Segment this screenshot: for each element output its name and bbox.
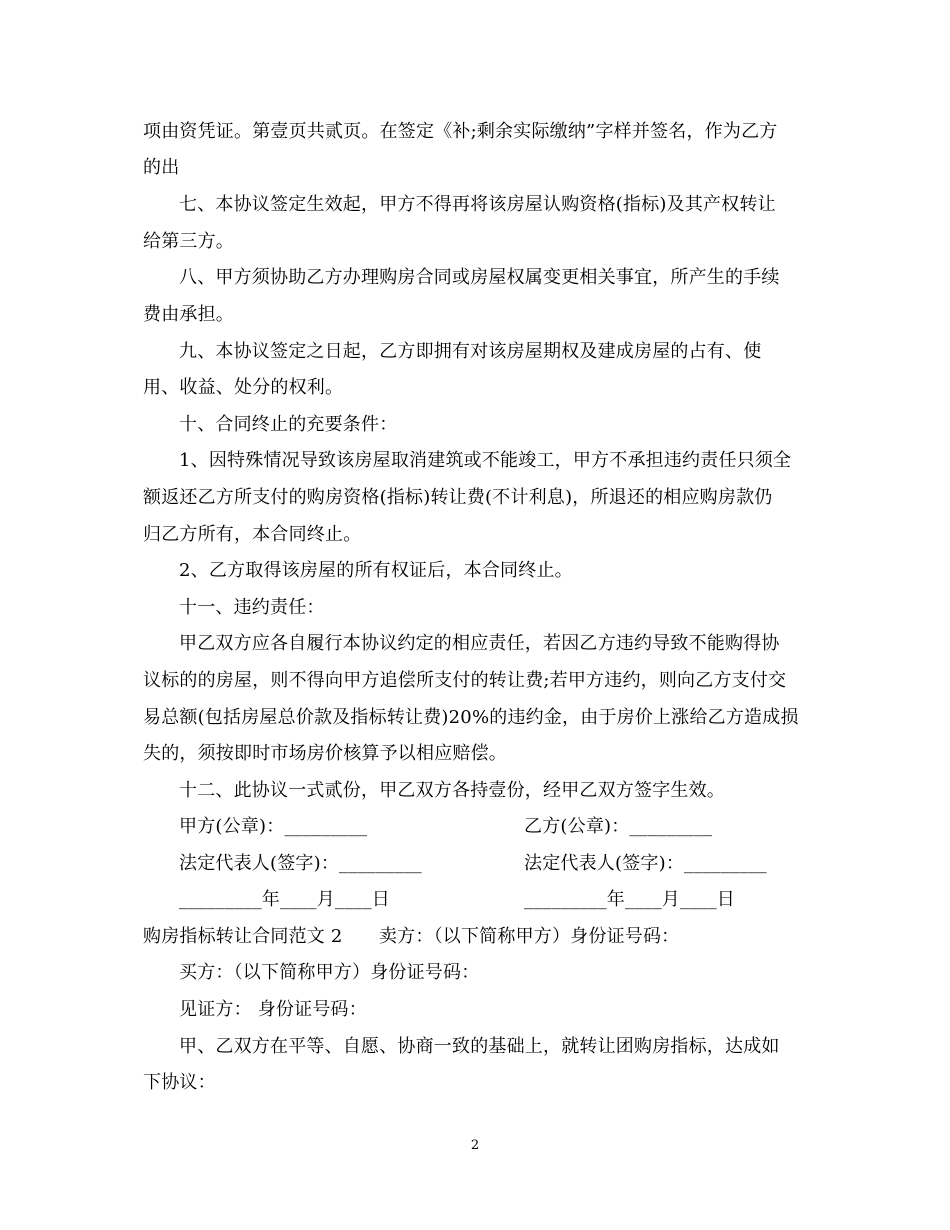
buyer-line: 买方：（以下简称甲方）身份证号码： — [179, 962, 480, 983]
clause-10-1-line: 归乙方所有，本合同终止。 — [143, 524, 362, 545]
clause-10-heading: 十、合同终止的充要条件： — [179, 414, 398, 435]
clause-7-line: 七、本协议签定生效起，甲方不得再将该房屋认购资格(指标)及其产权转让 — [179, 194, 776, 215]
clause-11-body-line: 失的，须按即时市场房价核算予以相应赔偿。 — [143, 743, 507, 764]
agreement-intro-line: 甲、乙双方在平等、自愿、协商一致的基础上，就转让团购房指标，达成如 — [179, 1036, 780, 1057]
clause-10-2-line: 2、乙方取得该房屋的所有权证后，本合同终止。 — [179, 560, 573, 581]
party-a-date: _________年____月____日 — [179, 889, 390, 910]
party-b-representative: 法定代表人(签字)：_________ — [524, 853, 767, 874]
party-b-seal: 乙方(公章)：_________ — [524, 816, 713, 837]
page-number: 2 — [470, 1138, 480, 1153]
clause-7-line: 给第三方。 — [143, 231, 234, 252]
clause-8-line: 八、甲方须协助乙方办理购房合同或房屋权属变更相关事宜，所产生的手续 — [179, 267, 780, 288]
party-a-seal: 甲方(公章)：_________ — [179, 816, 368, 837]
clause-11-body-line: 甲乙双方应各自履行本协议约定的相应责任，若因乙方违约导致不能购得协 — [179, 633, 780, 654]
sample-2-title-line: 购房指标转让合同范文 2 卖方：（以下简称甲方）身份证号码： — [143, 926, 680, 947]
clause-10-1-line: 额返还乙方所支付的购房资格(指标)转让费(不计利息)，所退还的相应购房款仍 — [143, 487, 773, 508]
party-b-date: _________年____月____日 — [524, 889, 735, 910]
clause-10-1-line: 1、因特殊情况导致该房屋取消建筑或不能竣工，甲方不承担违约责任只须全 — [179, 450, 792, 471]
paragraph-line: 项由资凭证。第壹页共贰页。在签定《补;剩余实际缴纳”字样并签名，作为乙方 — [143, 121, 778, 142]
agreement-intro-line: 下协议： — [143, 1072, 216, 1093]
party-a-representative: 法定代表人(签字)：_________ — [179, 853, 422, 874]
clause-12-line: 十二、此协议一式贰份，甲乙双方各持壹份，经甲乙双方签字生效。 — [179, 780, 725, 801]
clause-9-line: 九、本协议签定之日起，乙方即拥有对该房屋期权及建成房屋的占有、使 — [179, 341, 762, 362]
clause-9-line: 用、收益、处分的权利。 — [143, 377, 344, 398]
witness-line: 见证方： 身份证号码： — [179, 999, 367, 1020]
clause-11-body-line: 议标的的房屋，则不得向甲方追偿所支付的转让费;若甲方违约，则向乙方支付交 — [143, 670, 787, 691]
clause-11-body-line: 易总额(包括房屋总价款及指标转让费)20%的违约金，由于房价上涨给乙方造成损 — [143, 707, 799, 728]
clause-11-heading: 十一、违约责任： — [179, 597, 325, 618]
paragraph-line: 的出 — [143, 157, 180, 178]
clause-8-line: 费由承担。 — [143, 304, 234, 325]
